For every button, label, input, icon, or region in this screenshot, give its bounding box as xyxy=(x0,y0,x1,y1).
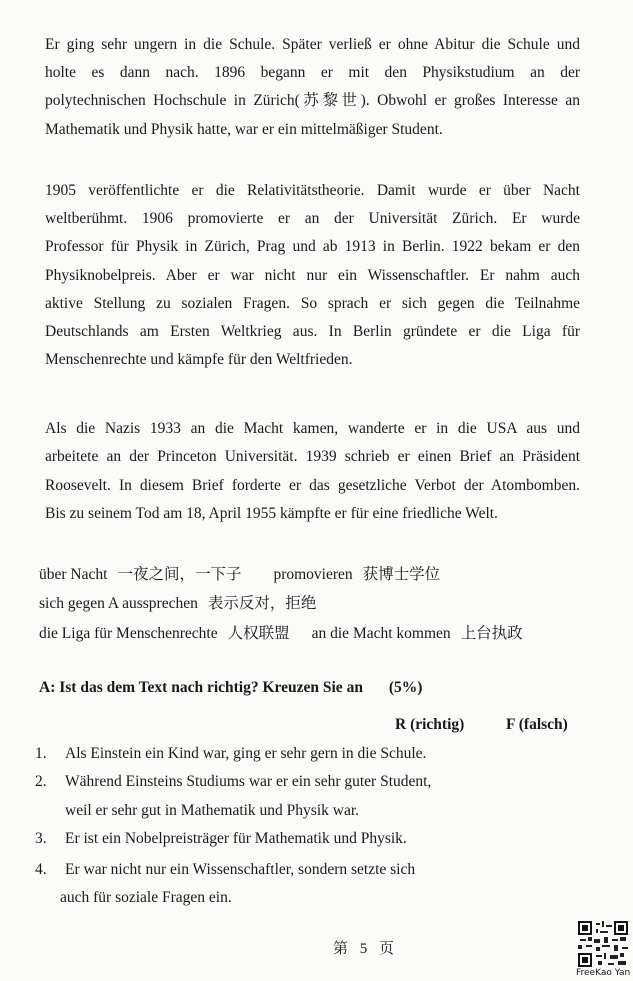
item-number: 4. xyxy=(35,861,47,878)
paragraph-2-line: Menschenrechte und kämpfe für den Weltfrieden. xyxy=(45,351,353,368)
vocab-row xyxy=(39,594,326,614)
vocab-term: promovieren xyxy=(273,566,353,583)
exercise-title-row xyxy=(39,679,422,697)
vocab-translation: 表示反对，拒绝 xyxy=(207,595,317,612)
paragraph-1-line: Er ging sehr ungern in die Schule. Später verließ er ohne Abitur die Schule und xyxy=(45,36,580,53)
item-text-continued: weil er sehr gut in Mathematik und Physik war. xyxy=(65,802,360,819)
vocab-translation: 获博士学位 xyxy=(362,566,441,583)
paragraph-2-line: 1905 veröffentlichte er die Relativitätstheorie. Damit wurde er über Nacht xyxy=(45,182,580,199)
paragraph-2-line: aktive Stellung zu sozialen Fragen. So sprach er sich gegen die Teilnahme xyxy=(45,295,580,312)
qr-label: FreeKao Yan xyxy=(576,968,631,978)
item-number: 2. xyxy=(35,773,47,790)
item-text: Als Einstein ein Kind war, ging er sehr gern in die Schule. xyxy=(65,745,427,762)
vocab-translation: 上台执政 xyxy=(460,625,523,642)
vocab-term: die Liga für Menschenrechte xyxy=(39,625,218,642)
vocab-translation: 一夜之间，一下子 xyxy=(117,566,242,583)
item-text: Er ist ein Nobelpreisträger für Mathematik und Physik. xyxy=(65,830,407,847)
paragraph-3-line: Bis zu seinem Tod am 18, April 1955 kämpfte er für eine friedliche Welt. xyxy=(45,505,498,522)
paragraph-1-line: holte es dann nach. 1896 begann er mit den Physikstudium an der xyxy=(45,64,580,81)
paragraph-2-line: weltberühmt. 1906 promovierte er an der Universität Zürich. Er wurde xyxy=(45,210,580,227)
paragraph-2-line: Physiknobelpreis. Aber er war nicht nur ein Wissenschaftler. Er nahm auch xyxy=(45,267,580,284)
item-text-continued: auch für soziale Fragen ein. xyxy=(60,889,232,906)
item-text: Während Einsteins Studiums war er ein sehr guter Student, xyxy=(65,773,432,790)
exercise-item xyxy=(35,773,431,791)
paragraph-3-line: Als die Nazis 1933 an die Macht kamen, wanderte er in die USA aus und xyxy=(45,420,580,437)
item-number: 1. xyxy=(35,745,47,762)
vocab-translation: 人权联盟 xyxy=(227,625,290,642)
column-richtig: R (richtig) xyxy=(395,716,465,733)
vocab-term: sich gegen A aussprechen xyxy=(39,595,198,612)
paragraph-1-line: polytechnischen Hochschule in Zürich(苏黎世). Obwohl er großes Interesse an xyxy=(45,92,580,109)
item-number: 3. xyxy=(35,830,47,847)
exercise-item xyxy=(35,861,415,879)
paragraph-3-line: arbeitete an der Princeton Universität. 1939 schrieb er einen Brief an Präsident xyxy=(45,448,580,465)
page-number: 第 5 页 xyxy=(333,941,399,957)
vocab-term: an die Macht kommen xyxy=(311,625,451,642)
paragraph-1-line: Mathematik und Physik hatte, war er ein mittelmäßiger Student. xyxy=(45,121,443,138)
column-falsch: F (falsch) xyxy=(506,716,568,733)
exercise-item xyxy=(35,830,407,848)
exercise-points: (5%) xyxy=(388,679,423,696)
exercise-title: A: Ist das dem Text nach richtig? Kreuzen Sie an xyxy=(39,679,363,696)
vocab-row xyxy=(39,565,450,585)
vocab-term: über Nacht xyxy=(39,566,108,583)
paragraph-2-line: Professor für Physik in Zürich, Prag und ab 1913 in Berlin. 1922 bekam er den xyxy=(45,238,580,255)
item-text: Er war nicht nur ein Wissenschaftler, sondern setzte sich xyxy=(65,861,416,878)
qr-code-icon xyxy=(578,921,628,967)
vocab-row xyxy=(39,624,533,644)
exercise-item xyxy=(35,745,426,763)
paragraph-2-line: Deutschlands am Ersten Weltkrieg aus. In Berlin gründete er die Liga für xyxy=(45,323,580,340)
paragraph-3-line: Roosevelt. In diesem Brief forderte er das gesetzliche Verbot der Atombomben. xyxy=(45,477,580,494)
